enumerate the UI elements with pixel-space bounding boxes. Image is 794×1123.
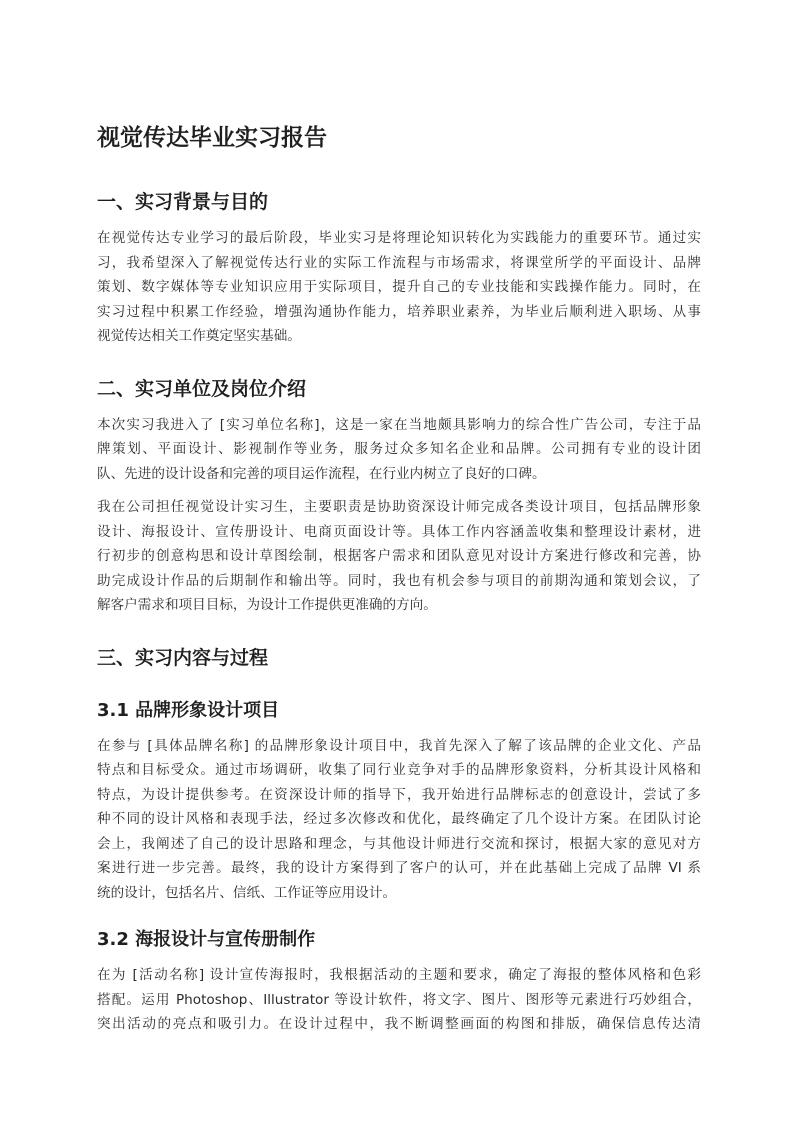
- paragraph-line: 视觉传达相关工作奠定坚实基础。: [97, 328, 301, 344]
- subsection-heading-poster: 3.2 海报设计与宣传册制作: [97, 929, 316, 950]
- paragraph-company-intro: [97, 413, 701, 487]
- section-heading-content: 三、实习内容与过程: [97, 646, 269, 669]
- subsection-heading-brand: 3.1 品牌形象设计项目: [97, 699, 280, 721]
- paragraph-line: 本次实习我进入了 [实习单位名称]，这是一家在当地颇具影响力的综合性广告公司，专注于品: [97, 416, 701, 433]
- section-heading-background: 一、实习背景与目的: [97, 191, 269, 213]
- paragraph-line: 种不同的设计风格和表现手法，经过多次修改和优化，最终确定了几个设计方案。在团队讨论: [97, 811, 701, 827]
- paragraph-line: 在视觉传达专业学习的最后阶段，毕业实习是将理论知识转化为实践能力的重要环节。通过实: [97, 230, 701, 246]
- paragraph-line: 策划、数字媒体等专业知识应用于实际项目，提升自己的专业技能和实践操作能力。同时，在: [97, 279, 701, 295]
- paragraph-poster-brochure: [97, 963, 701, 1037]
- paragraph-line: 解客户需求和项目目标，为设计工作提供更准确的方向。: [97, 597, 437, 613]
- paragraph-line: 案进行进一步完善。最终，我的设计方案得到了客户的认可，并在此基础上完成了品牌 VI 系: [97, 860, 701, 876]
- paragraph-line: 在参与 [具体品牌名称] 的品牌形象设计项目中，我首先深入了解了该品牌的企业文化、产品: [97, 737, 701, 754]
- paragraph-line: 队、先进的设计设备和完善的项目运作流程，在行业内树立了良好的口碑。: [97, 465, 546, 482]
- paragraph-brand-project: [97, 734, 701, 906]
- paragraph-background: [97, 226, 701, 349]
- report-page: [97, 118, 701, 1037]
- paragraph-line: 搭配。运用 Photoshop、Illustrator 等设计软件，将文字、图片、图形等元素进行巧妙组合，: [97, 991, 701, 1008]
- paragraph-position-duties: [97, 495, 701, 618]
- report-title: 视觉传达毕业实习报告: [97, 125, 327, 151]
- paragraph-line: 统的设计，包括名片、信纸、工作证等应用设计。: [97, 884, 397, 901]
- paragraph-line: 牌策划、平面设计、影视制作等业务，服务过众多知名企业和品牌。公司拥有专业的设计团: [97, 441, 701, 457]
- paragraph-line: 助完成设计作品的后期制作和输出等。同时，我也有机会参与项目的前期沟通和策划会议，了: [97, 572, 701, 589]
- paragraph-line: 习，我希望深入了解视觉传达行业的实际工作流程与市场需求，将课堂所学的平面设计、品牌: [97, 254, 701, 271]
- paragraph-line: 会上，我阐述了自己的设计思路和理念，与其他设计师进行交流和探讨，根据大家的意见对方: [97, 835, 701, 852]
- section-heading-company: 二、实习单位及岗位介绍: [97, 377, 307, 400]
- paragraph-line: 突出活动的亮点和吸引力。在设计过程中，我不断调整画面的构图和排版，确保信息传达清: [97, 1016, 701, 1032]
- paragraph-line: 设计、海报设计、宣传册设计、电商页面设计等。具体工作内容涵盖收集和整理设计素材，进: [97, 523, 701, 540]
- paragraph-line: 实习过程中积累工作经验，增强沟通协作能力，培养职业素养，为毕业后顺利进入职场、从事: [97, 303, 701, 320]
- paragraph-line: 在为 [活动名称] 设计宣传海报时，我根据活动的主题和要求，确定了海报的整体风格和色彩: [97, 967, 701, 983]
- paragraph-line: 我在公司担任视觉设计实习生，主要职责是协助资深设计师完成各类设计项目，包括品牌形象: [97, 499, 701, 515]
- paragraph-line: 特点和目标受众。通过市场调研，收集了同行业竞争对手的品牌形象资料，分析其设计风格和: [97, 762, 701, 778]
- paragraph-line: 行初步的创意构思和设计草图绘制，根据客户需求和团队意见对设计方案进行修改和完善，协: [97, 548, 701, 564]
- paragraph-line: 特点，为设计提供参考。在资深设计师的指导下，我开始进行品牌标志的创意设计，尝试了多: [97, 786, 701, 803]
